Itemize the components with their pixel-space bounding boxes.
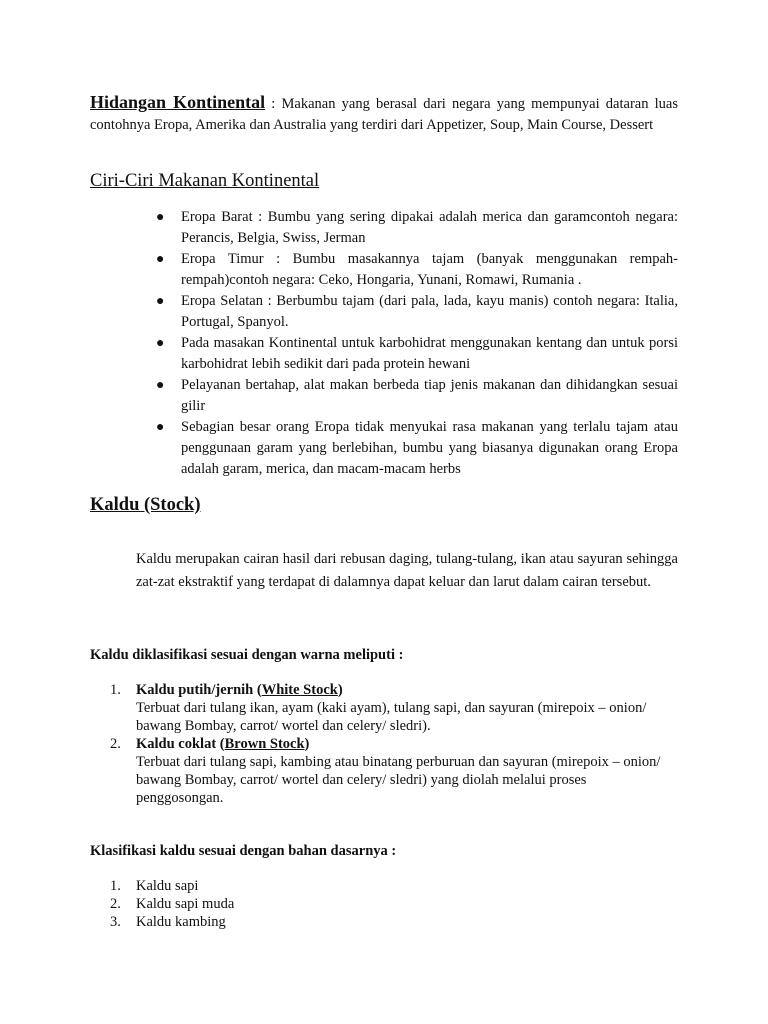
list-number: 1.: [110, 878, 121, 894]
list-item: [110, 895, 234, 913]
bullet-text: Pada masakan Kontinental untuk karbohidrat menggunakan kentang dan untuk porsi karbohidrat lebih sedikit dari pada protein hewani: [181, 335, 678, 372]
intro-paragraph: [90, 92, 678, 136]
color-classification-list: [110, 681, 676, 807]
list-item-description: Terbuat dari tulang sapi, kambing atau binatang perburuan dan sayuran (mirepoix – onion/ bawang Bombay, carrot/ wortel dan celery/ sledri) yang diolah melalui proses penggosongan.: [136, 754, 661, 806]
ciri-ciri-bullet-list: [156, 207, 678, 480]
base-classification-list: [110, 877, 234, 931]
bullet-item: [156, 375, 678, 417]
bullet-item: [156, 417, 678, 480]
bullet-dot-icon: ●: [156, 378, 165, 393]
section-heading-kaldu: Kaldu (Stock): [90, 495, 201, 515]
intro-term: Hidangan Kontinental: [90, 92, 266, 112]
intro-definition: Makanan yang berasal dari negara yang mempunyai dataran luas contohnya Eropa, Amerika dan Australia yang terdiri dari Appetizer, Soup, Main Course, Dessert: [90, 96, 679, 133]
list-number: 1.: [110, 682, 121, 698]
list-item: [110, 735, 676, 807]
list-item: [110, 877, 234, 895]
list-item-title-end: ): [304, 736, 310, 752]
list-item-text: Kaldu sapi muda: [136, 896, 235, 912]
list-item-text: Kaldu sapi: [136, 878, 199, 894]
list-item: [110, 681, 676, 735]
list-item-title-start: Kaldu putih/jernih (: [136, 682, 262, 698]
intro-separator: :: [265, 96, 282, 112]
list-item-title-end: ): [337, 682, 343, 698]
kaldu-definition-paragraph: Kaldu merupakan cairan hasil dari rebusan daging, tulang-tulang, ikan atau sayuran sehingga zat-zat ekstraktif yang terdapat di dalamnya dapat keluar dan larut dalam cairan tersebut.: [136, 551, 678, 590]
list-item-title-term: White Stock: [261, 682, 338, 698]
bullet-item: [156, 249, 678, 291]
bullet-text: Pelayanan bertahap, alat makan berbeda tiap jenis makanan dan dihidangkan sesuai gilir: [181, 377, 678, 414]
list-item-text: Kaldu kambing: [136, 914, 226, 930]
list-item-title-start: Kaldu coklat (: [136, 736, 225, 752]
bullet-item: [156, 333, 678, 375]
bullet-dot-icon: ●: [156, 252, 165, 267]
bullet-text: Eropa Barat : Bumbu yang sering dipakai adalah merica dan garamcontoh negara: Perancis, Belgia, Swiss, Jerman: [181, 209, 678, 246]
bullet-dot-icon: ●: [156, 336, 165, 351]
bullet-item: [156, 207, 678, 249]
bullet-dot-icon: ●: [156, 210, 165, 225]
base-classification-heading: Klasifikasi kaldu sesuai dengan bahan dasarnya :: [90, 843, 397, 859]
list-item-title-term: Brown Stock: [224, 736, 305, 752]
bullet-item: [156, 291, 678, 333]
list-item: [110, 913, 234, 931]
color-classification-heading: Kaldu diklasifikasi sesuai dengan warna meliputi :: [90, 647, 404, 663]
bullet-text: Sebagian besar orang Eropa tidak menyukai rasa makanan yang terlalu tajam atau penggunaan garam yang berlebihan, bumbu yang biasanya digunakan orang Eropa adalah garam, merica, dan macam-macam herbs: [181, 419, 678, 477]
list-number: 2.: [110, 736, 121, 752]
bullet-text: Eropa Selatan : Berbumbu tajam (dari pala, lada, kayu manis) contoh negara: Italia, Portugal, Spanyol.: [181, 293, 678, 330]
list-item-title: [136, 681, 676, 699]
list-item-description: Terbuat dari tulang ikan, ayam (kaki ayam), tulang sapi, dan sayuran (mirepoix – onion/ bawang Bombay, carrot/ wortel dan celery/ sledri).: [136, 700, 647, 734]
list-item-title: [136, 735, 676, 753]
section-heading-ciri-ciri: Ciri-Ciri Makanan Kontinental: [90, 171, 320, 191]
bullet-text: Eropa Timur : Bumbu masakannya tajam (banyak menggunakan rempah-rempah)contoh negara: Ceko, Hongaria, Yunani, Romawi, Rumania .: [181, 251, 678, 288]
bullet-dot-icon: ●: [156, 294, 165, 309]
list-number: 3.: [110, 914, 121, 930]
list-number: 2.: [110, 896, 121, 912]
bullet-dot-icon: ●: [156, 420, 165, 435]
